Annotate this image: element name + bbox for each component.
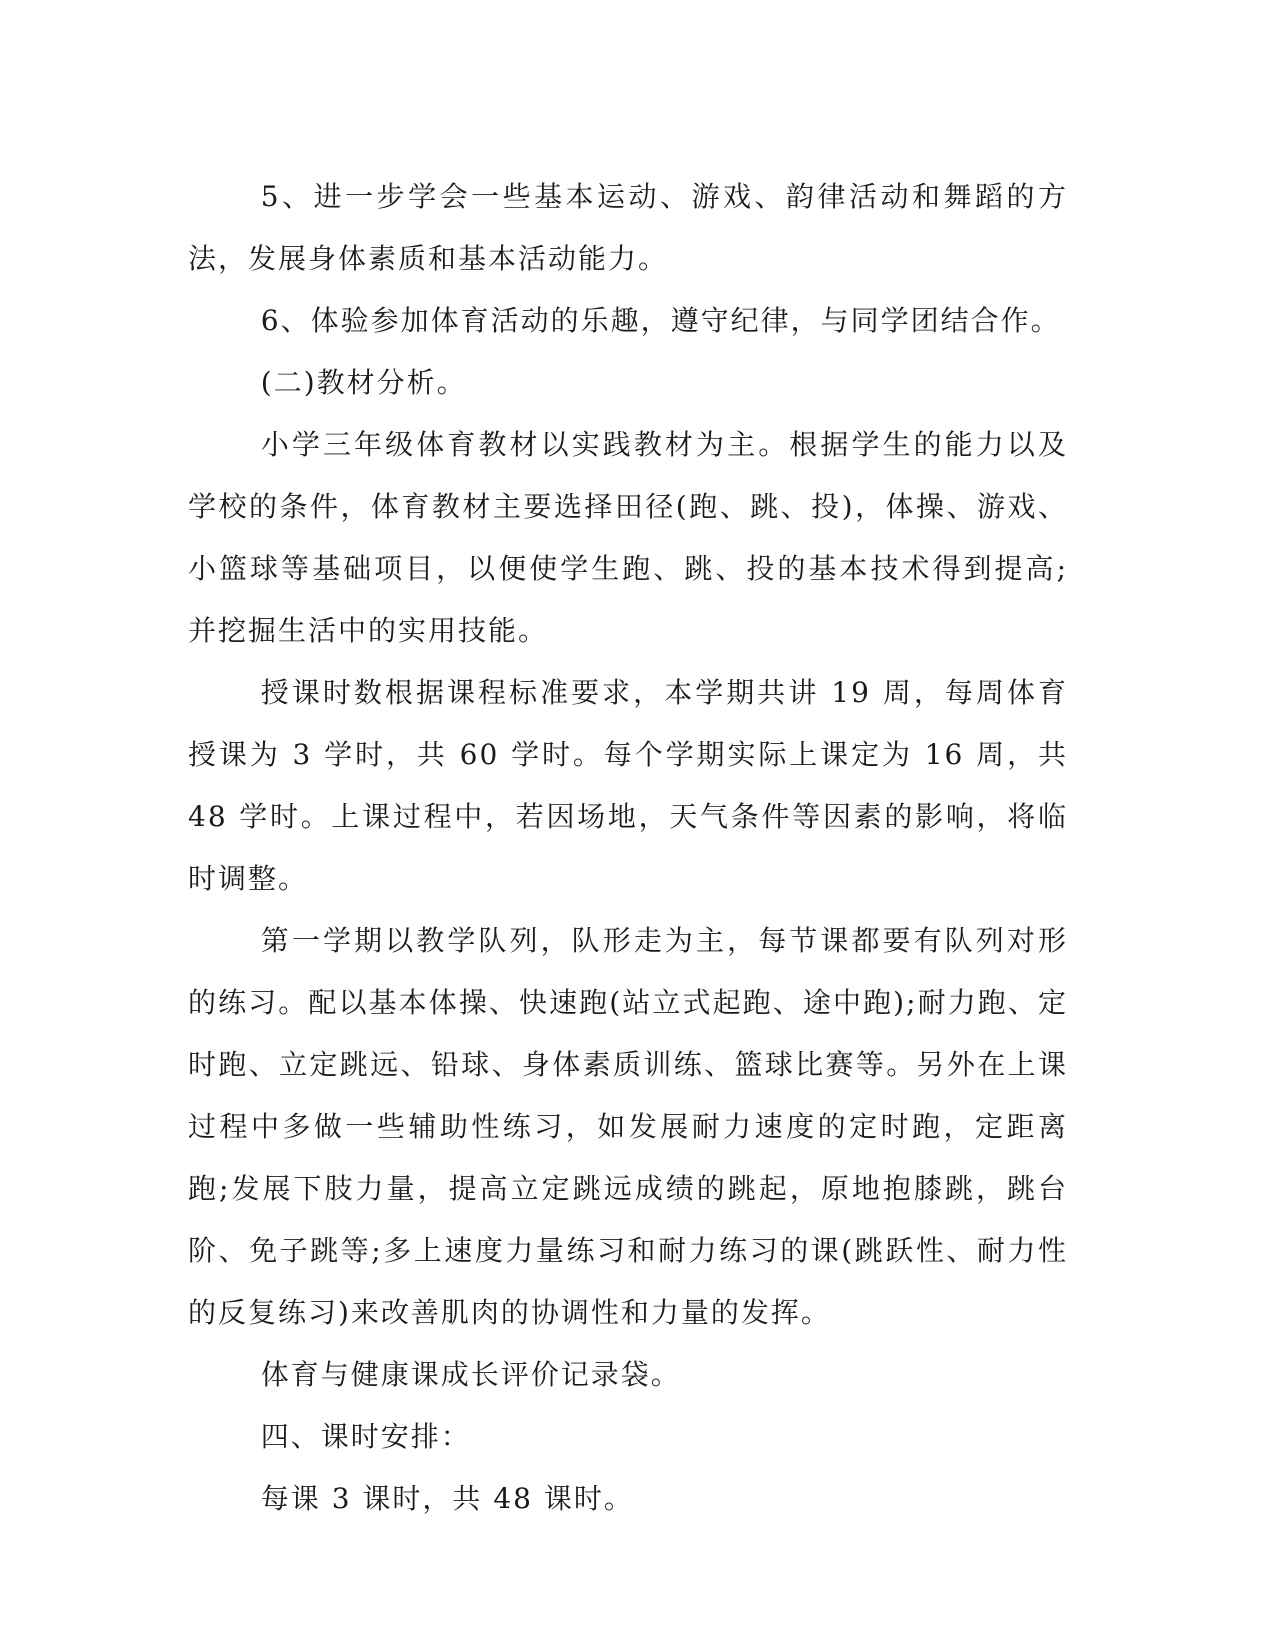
paragraph-hours-per-lesson: 每课 3 课时，共 48 课时。: [260, 1482, 634, 1515]
document-body: [188, 166, 1068, 1530]
paragraph-evaluation-record: 体育与健康课成长评价记录袋。: [260, 1358, 681, 1391]
section-heading-schedule: 四、课时安排：: [260, 1420, 471, 1453]
paragraph-material-overview: 小学三年级体育教材以实践教材为主。根据学生的能力以及学校的条件，体育教材主要选择田径(跑、跳、投)，体操、游戏、小篮球等基础项目，以便使学生跑、跳、投的基本技术得到提高;并挖掘生活中的实用技能。: [188, 428, 1068, 647]
paragraph-teaching-hours: 授课时数根据课程标准要求，本学期共讲 19 周，每周体育授课为 3 学时，共 60 学时。每个学期实际上课定为 16 周，共 48 学时。上课过程中，若因场地，天气条件等因素的影响，将临时调整。: [188, 676, 1068, 895]
paragraph-goal-5: 5、进一步学会一些基本运动、游戏、韵律活动和舞蹈的方法，发展身体素质和基本活动能力。: [188, 180, 1068, 275]
paragraph-first-semester: 第一学期以教学队列，队形走为主，每节课都要有队列对形的练习。配以基本体操、快速跑(站立式起跑、途中跑);耐力跑、定时跑、立定跳远、铅球、身体素质训练、篮球比赛等。另外在上课过程中多做一些辅助性练习，如发展耐力速度的定时跑，定距离跑;发展下肢力量，提高立定跳远成绩的跳起，原地抱膝跳，跳台阶、免子跳等;多上速度力量练习和耐力练习的课(跳跃性、耐力性的反复练习)来改善肌肉的协调性和力量的发挥。: [188, 924, 1068, 1329]
paragraph-goal-6: 6、体验参加体育活动的乐趣，遵守纪律，与同学团结合作。: [260, 304, 1061, 337]
section-heading-material-analysis: (二)教材分析。: [260, 366, 467, 399]
